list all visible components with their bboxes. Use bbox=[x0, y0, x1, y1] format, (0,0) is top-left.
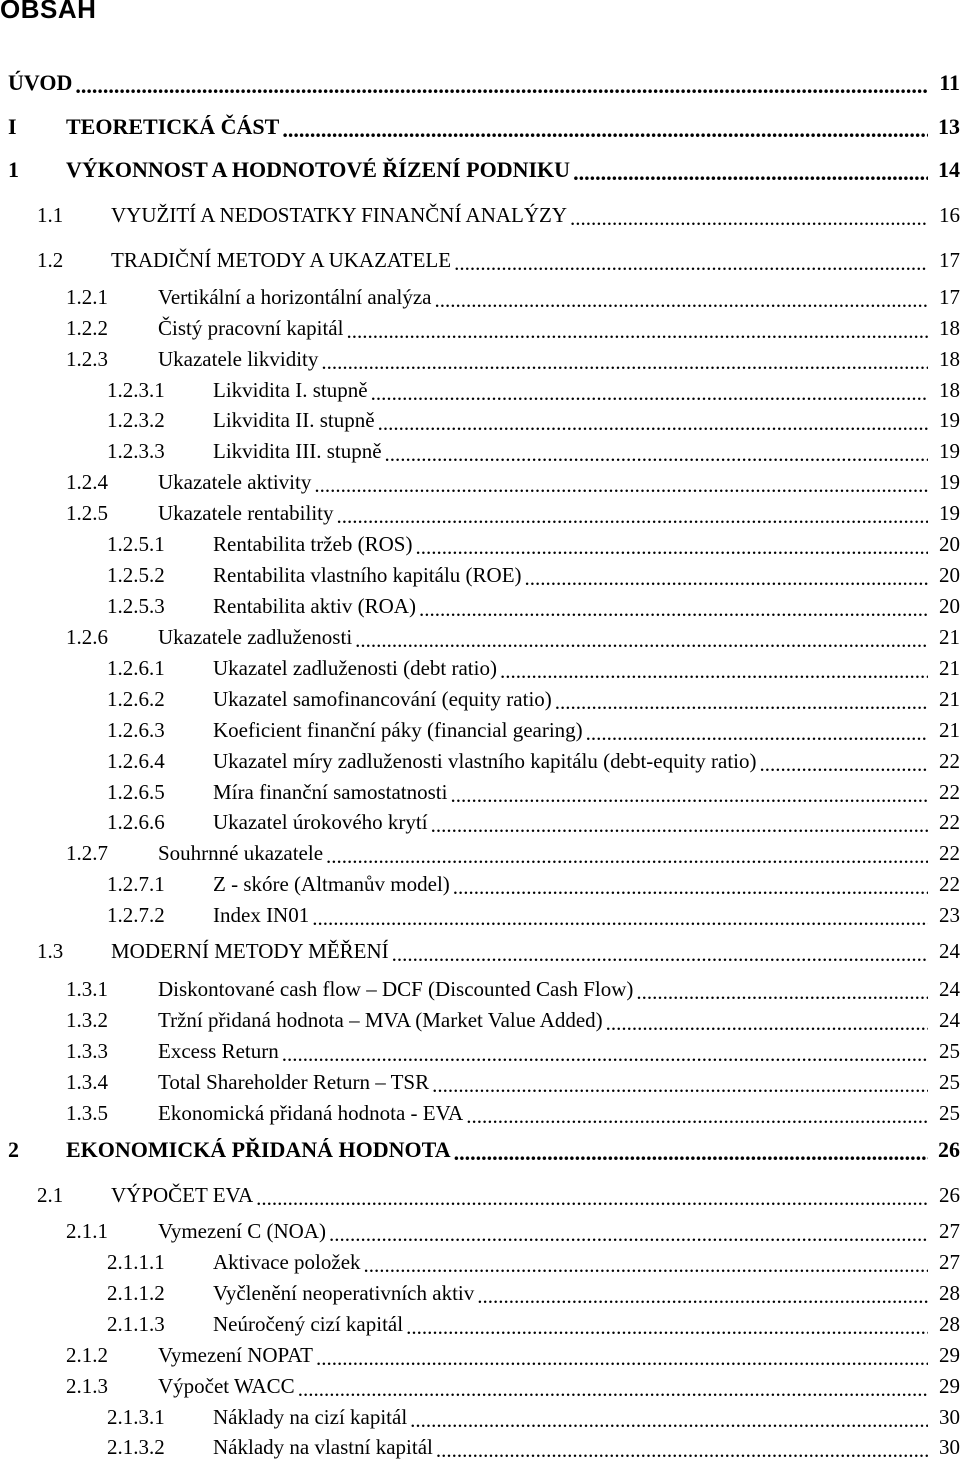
toc-entry-number: 1.2.3.2 bbox=[107, 408, 165, 432]
dot-leader bbox=[636, 982, 928, 1002]
toc-entry-title: TEORETICKÁ ČÁST bbox=[66, 114, 280, 139]
dot-leader bbox=[466, 1106, 928, 1126]
dot-leader bbox=[326, 846, 928, 866]
toc-entry[interactable] bbox=[0, 746, 960, 774]
dot-leader bbox=[371, 383, 928, 403]
toc-entry-number: 2.1.1.3 bbox=[107, 1312, 165, 1336]
toc-entry-title: Tržní přidaná hodnota – MVA (Market Value Added) bbox=[158, 1008, 603, 1032]
dot-leader bbox=[434, 290, 928, 310]
toc-entry-page-number: 16 bbox=[939, 203, 960, 227]
toc-entry-page-number: 22 bbox=[939, 810, 960, 834]
toc-entry-number: 1.3.3 bbox=[66, 1039, 108, 1063]
toc-entry-number: 1.2 bbox=[37, 248, 64, 272]
toc-entry[interactable] bbox=[0, 715, 960, 743]
toc-entry-page-number: 18 bbox=[939, 316, 960, 340]
toc-entry-number: 2.1.3 bbox=[66, 1374, 108, 1398]
toc-entry-page-number: 24 bbox=[939, 1008, 960, 1032]
toc-entry-number: 1.2.5.3 bbox=[107, 594, 165, 618]
toc-entry-title: Souhrnné ukazatele bbox=[158, 841, 324, 865]
toc-entry-title: VÝPOČET EVA bbox=[111, 1183, 254, 1207]
toc-entry[interactable] bbox=[0, 684, 960, 712]
toc-entry[interactable] bbox=[0, 869, 960, 897]
toc-entry-page-number: 25 bbox=[939, 1039, 960, 1063]
toc-entry-page-number: 23 bbox=[939, 903, 960, 927]
toc-entry-number: 1.2.5 bbox=[66, 501, 108, 525]
toc-entry-title: Ukazatel zadluženosti (debt ratio) bbox=[213, 656, 497, 680]
toc-entry-number: 1.2.3 bbox=[66, 347, 108, 371]
toc-entry-page-number: 18 bbox=[939, 378, 960, 402]
toc-entry[interactable] bbox=[0, 498, 960, 526]
toc-entry-page-number: 20 bbox=[939, 532, 960, 556]
toc-entry-page-number: 24 bbox=[939, 939, 960, 963]
toc-entry-page-number: 19 bbox=[939, 439, 960, 463]
toc-entry-title: Neúročený cizí kapitál bbox=[213, 1312, 404, 1336]
toc-entry-number: 2.1.2 bbox=[66, 1343, 108, 1367]
toc-entry-page-number: 28 bbox=[939, 1281, 960, 1305]
toc-entry-number: 1.2.7.2 bbox=[107, 903, 165, 927]
toc-entry-page-number: 29 bbox=[939, 1343, 960, 1367]
dot-leader bbox=[419, 599, 928, 619]
toc-entry-title: Likvidita III. stupně bbox=[213, 439, 382, 463]
toc-entry-page-number: 25 bbox=[939, 1070, 960, 1094]
toc-entry-number: 1.3.5 bbox=[66, 1101, 108, 1125]
toc-entry-number: 1.2.7 bbox=[66, 841, 108, 865]
dot-leader bbox=[406, 1317, 928, 1337]
page-title: OBSAH bbox=[0, 0, 97, 24]
toc-entry[interactable] bbox=[0, 1098, 960, 1126]
toc-entry[interactable] bbox=[0, 807, 960, 835]
toc-entry-number: 2.1.3.1 bbox=[107, 1405, 165, 1429]
toc-entry-title: Náklady na vlastní kapitál bbox=[213, 1435, 433, 1459]
toc-entry[interactable] bbox=[0, 1278, 960, 1306]
toc-entry[interactable] bbox=[0, 838, 960, 866]
toc-entry-page-number: 28 bbox=[939, 1312, 960, 1336]
dot-leader bbox=[256, 1188, 928, 1208]
toc-entry-number: 1.3.2 bbox=[66, 1008, 108, 1032]
toc-entry-page-number: 26 bbox=[939, 1183, 960, 1207]
toc-entry-number: 2.1 bbox=[37, 1183, 64, 1207]
toc-entry-number: 1.3.4 bbox=[66, 1070, 108, 1094]
toc-entry-page-number: 30 bbox=[939, 1405, 960, 1429]
toc-entry[interactable] bbox=[0, 529, 960, 557]
toc-entry-number: 1.2.6.6 bbox=[107, 810, 165, 834]
dot-leader bbox=[378, 413, 928, 433]
toc-entry-number: 1.2.5.1 bbox=[107, 532, 165, 556]
toc-entry-number: 1.3.1 bbox=[66, 977, 108, 1001]
dot-leader bbox=[329, 1224, 928, 1244]
toc-entry-page-number: 25 bbox=[939, 1101, 960, 1125]
toc-entry-number: 1.2.1 bbox=[66, 285, 108, 309]
toc-entry-title: Vertikální a horizontální analýza bbox=[158, 285, 432, 309]
toc-entry-title: Ukazatele rentability bbox=[158, 501, 334, 525]
toc-entry-title: Míra finanční samostatnosti bbox=[213, 780, 448, 804]
toc-entry-page-number: 22 bbox=[939, 872, 960, 896]
dot-leader bbox=[760, 754, 929, 774]
toc-entry-page-number: 13 bbox=[938, 114, 960, 139]
toc-entry[interactable] bbox=[0, 112, 960, 140]
dot-leader bbox=[75, 76, 928, 96]
toc-entry-title: Ukazatel samofinancování (equity ratio) bbox=[213, 687, 552, 711]
toc-entry-title: Ukazatel úrokového krytí bbox=[213, 810, 428, 834]
dot-leader bbox=[314, 475, 928, 495]
dot-leader bbox=[436, 1440, 928, 1460]
toc-entry-title: Čistý pracovní kapitál bbox=[158, 316, 344, 340]
toc-entry-number: 1.2.6.3 bbox=[107, 718, 165, 742]
dot-leader bbox=[282, 1044, 928, 1064]
toc-entry-title: Rentabilita aktiv (ROA) bbox=[213, 594, 416, 618]
toc-entry-number: 1.2.4 bbox=[66, 470, 108, 494]
toc-entry-page-number: 22 bbox=[939, 780, 960, 804]
toc-entry[interactable] bbox=[0, 282, 960, 310]
toc-entry[interactable] bbox=[0, 1402, 960, 1430]
toc-entry-title: Ukazatele zadluženosti bbox=[158, 625, 353, 649]
toc-entry-number: 2.1.1.2 bbox=[107, 1281, 165, 1305]
toc-entry-title: Koeficient finanční páky (financial gearing) bbox=[213, 718, 583, 742]
dot-leader bbox=[321, 352, 928, 372]
toc-entry-number: 1 bbox=[8, 157, 19, 182]
toc-entry-title: Ukazatele likvidity bbox=[158, 347, 319, 371]
toc-entry[interactable] bbox=[0, 155, 960, 183]
toc-entry[interactable] bbox=[0, 68, 960, 96]
toc-entry[interactable] bbox=[0, 313, 960, 341]
dot-leader bbox=[450, 785, 928, 805]
dot-leader bbox=[573, 163, 928, 183]
toc-entry-page-number: 29 bbox=[939, 1374, 960, 1398]
toc-entry-number: 1.2.7.1 bbox=[107, 872, 165, 896]
toc-entry-number: 1.2.2 bbox=[66, 316, 108, 340]
toc-entry[interactable] bbox=[0, 436, 960, 464]
toc-entry-number: 2.1.1.1 bbox=[107, 1250, 165, 1274]
toc-entry-page-number: 14 bbox=[938, 157, 960, 182]
dot-leader bbox=[337, 506, 929, 526]
dot-leader bbox=[454, 1143, 928, 1163]
toc-entry[interactable] bbox=[0, 1371, 960, 1399]
dot-leader bbox=[606, 1013, 928, 1033]
toc-entry[interactable] bbox=[0, 405, 960, 433]
toc-entry-number: 2.1.3.2 bbox=[107, 1435, 165, 1459]
toc-entry-title: VYUŽITÍ A NEDOSTATKY FINANČNÍ ANALÝZY bbox=[111, 203, 568, 227]
toc-entry-page-number: 22 bbox=[939, 841, 960, 865]
toc-entry[interactable] bbox=[0, 1135, 960, 1163]
dot-leader bbox=[282, 120, 928, 140]
toc-entry-title: Rentabilita tržeb (ROS) bbox=[213, 532, 413, 556]
toc-entry-page-number: 19 bbox=[939, 408, 960, 432]
toc-entry[interactable] bbox=[0, 344, 960, 372]
toc-entry-title: Aktivace položek bbox=[213, 1250, 361, 1274]
dot-leader bbox=[453, 877, 928, 897]
toc-entry-page-number: 20 bbox=[939, 594, 960, 618]
toc-entry[interactable] bbox=[0, 974, 960, 1002]
toc-entry-title: Index IN01 bbox=[213, 903, 310, 927]
dot-leader bbox=[355, 630, 928, 650]
toc-entry-page-number: 18 bbox=[939, 347, 960, 371]
toc-entry-title: Rentabilita vlastního kapitálu (ROE) bbox=[213, 563, 522, 587]
toc-entry-title: Total Shareholder Return – TSR bbox=[158, 1070, 430, 1094]
dot-leader bbox=[555, 692, 928, 712]
dot-leader bbox=[525, 568, 928, 588]
toc-entry[interactable] bbox=[0, 1216, 960, 1244]
toc-entry-page-number: 22 bbox=[939, 749, 960, 773]
toc-entry-page-number: 11 bbox=[939, 70, 960, 95]
toc-entry[interactable] bbox=[0, 900, 960, 928]
toc-entry[interactable] bbox=[0, 622, 960, 650]
toc-entry-title: Ukazatele aktivity bbox=[158, 470, 312, 494]
dot-leader bbox=[586, 723, 928, 743]
toc-entry[interactable] bbox=[0, 375, 960, 403]
toc-entry-title: Vymezení C (NOA) bbox=[158, 1219, 326, 1243]
toc-entry-title: Likvidita II. stupně bbox=[213, 408, 375, 432]
dot-leader bbox=[500, 661, 928, 681]
toc-entry[interactable] bbox=[0, 591, 960, 619]
toc-entry-number: 1.2.6 bbox=[66, 625, 108, 649]
toc-entry-title: Likvidita I. stupně bbox=[213, 378, 368, 402]
dot-leader bbox=[312, 908, 928, 928]
toc-entry-title: Z - skóre (Altmanův model) bbox=[213, 872, 450, 896]
dot-leader bbox=[570, 208, 928, 228]
toc-entry-title: Diskontované cash flow – DCF (Discounted Cash Flow) bbox=[158, 977, 634, 1001]
toc-entry[interactable] bbox=[0, 653, 960, 681]
toc-entry-page-number: 26 bbox=[938, 1137, 960, 1162]
toc-entry[interactable] bbox=[0, 1432, 960, 1460]
toc-entry[interactable] bbox=[0, 1340, 960, 1368]
dot-leader bbox=[431, 815, 928, 835]
toc-entry[interactable] bbox=[0, 777, 960, 805]
dot-leader bbox=[298, 1379, 928, 1399]
dot-leader bbox=[392, 944, 928, 964]
dot-leader bbox=[454, 253, 928, 273]
dot-leader bbox=[432, 1075, 928, 1095]
toc-entry-page-number: 21 bbox=[939, 687, 960, 711]
dot-leader bbox=[346, 321, 928, 341]
toc-entry-title: Náklady na cizí kapitál bbox=[213, 1405, 408, 1429]
toc-entry-page-number: 27 bbox=[939, 1250, 960, 1274]
toc-entry-number: 1.2.3.3 bbox=[107, 439, 165, 463]
toc-entry-number: 2.1.1 bbox=[66, 1219, 108, 1243]
toc-entry-page-number: 19 bbox=[939, 470, 960, 494]
toc-entry-title: Vyčlenění neoperativních aktiv bbox=[213, 1281, 475, 1305]
toc-entry-number: 1.2.3.1 bbox=[107, 378, 165, 402]
toc-entry[interactable] bbox=[0, 936, 960, 964]
toc-entry[interactable] bbox=[0, 1005, 960, 1033]
toc-entry-number: 1.2.5.2 bbox=[107, 563, 165, 587]
toc-entry-number: 1.2.6.2 bbox=[107, 687, 165, 711]
toc-entry-number: 1.2.6.4 bbox=[107, 749, 165, 773]
toc-entry[interactable] bbox=[0, 1247, 960, 1275]
dot-leader bbox=[364, 1255, 928, 1275]
toc-entry-page-number: 19 bbox=[939, 501, 960, 525]
toc-entry[interactable] bbox=[0, 200, 960, 228]
toc-entry-page-number: 27 bbox=[939, 1219, 960, 1243]
toc-entry-title: Výpočet WACC bbox=[158, 1374, 295, 1398]
toc-entry-page-number: 21 bbox=[939, 625, 960, 649]
toc-entry-title: EKONOMICKÁ PŘIDANÁ HODNOTA bbox=[66, 1137, 451, 1162]
toc-entry[interactable] bbox=[0, 1180, 960, 1208]
dot-leader bbox=[316, 1348, 928, 1368]
toc-entry[interactable] bbox=[0, 467, 960, 495]
toc-entry-number: 1.2.6.5 bbox=[107, 780, 165, 804]
toc-entry-page-number: 21 bbox=[939, 718, 960, 742]
toc-entry-number: 1.3 bbox=[37, 939, 64, 963]
toc-entry[interactable] bbox=[0, 560, 960, 588]
dot-leader bbox=[415, 537, 928, 557]
toc-entry-page-number: 30 bbox=[939, 1435, 960, 1459]
toc-entry-title: ÚVOD bbox=[8, 70, 73, 95]
toc-entry[interactable] bbox=[0, 1309, 960, 1337]
toc-entry-title: Ekonomická přidaná hodnota - EVA bbox=[158, 1101, 464, 1125]
dot-leader bbox=[385, 444, 928, 464]
dot-leader bbox=[410, 1410, 928, 1430]
dot-leader bbox=[477, 1286, 928, 1306]
toc-entry-title: Ukazatel míry zadluženosti vlastního kapitálu (debt-equity ratio) bbox=[213, 749, 757, 773]
toc-entry-title: MODERNÍ METODY MĚŘENÍ bbox=[111, 939, 389, 963]
toc-entry[interactable] bbox=[0, 1067, 960, 1095]
toc-entry[interactable] bbox=[0, 1036, 960, 1064]
toc-entry[interactable] bbox=[0, 245, 960, 273]
toc-entry-page-number: 24 bbox=[939, 977, 960, 1001]
toc-entry-page-number: 17 bbox=[939, 248, 960, 272]
toc-entry-title: Vymezení NOPAT bbox=[158, 1343, 313, 1367]
toc-entry-number: I bbox=[8, 114, 17, 139]
toc-entry-title: Excess Return bbox=[158, 1039, 279, 1063]
toc-entry-number: 2 bbox=[8, 1137, 19, 1162]
toc-entry-number: 1.2.6.1 bbox=[107, 656, 165, 680]
toc-entry-title: TRADIČNÍ METODY A UKAZATELE bbox=[111, 248, 452, 272]
toc-entry-page-number: 17 bbox=[939, 285, 960, 309]
toc-entry-page-number: 21 bbox=[939, 656, 960, 680]
toc-entry-page-number: 20 bbox=[939, 563, 960, 587]
toc-entry-number: 1.1 bbox=[37, 203, 64, 227]
toc-entry-title: VÝKONNOST A HODNOTOVÉ ŘÍZENÍ PODNIKU bbox=[66, 157, 571, 182]
